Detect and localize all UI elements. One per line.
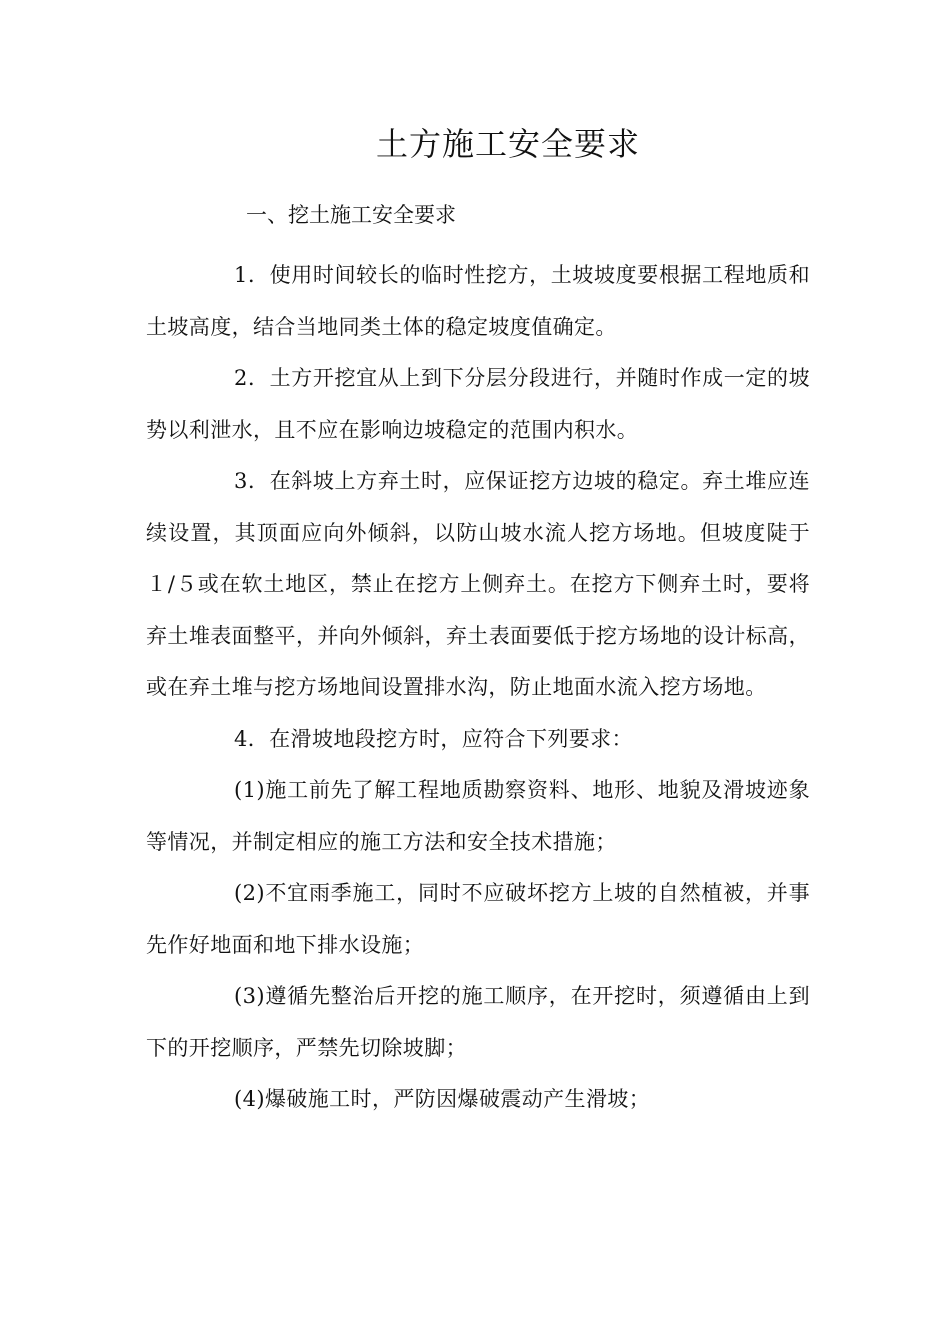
paragraph-4-item-2: (2)不宜雨季施工，同时不应破坏挖方上坡的自然植被，并事先作好地面和地下排水设施； xyxy=(146,881,810,957)
paragraph-4-item-1: (1)施工前先了解工程地质勘察资料、地形、地貌及滑坡迹象等情况，并制定相应的施工方法和安全技术措施； xyxy=(146,778,810,854)
paragraph-2: 2．土方开挖宜从上到下分层分段进行，并随时作成一定的坡势以利泄水，且不应在影响边坡稳定的范围内积水。 xyxy=(146,366,810,442)
paragraph-4: 4．在滑坡地段挖方时，应符合下列要求： xyxy=(234,726,633,751)
paragraph-1: 1．使用时间较长的临时性挖方，土坡坡度要根据工程地质和土坡高度，结合当地同类土体的稳定坡度值确定。 xyxy=(146,263,810,339)
document-body xyxy=(146,250,810,1126)
paragraph-3: 3．在斜坡上方弃土时，应保证挖方边坡的稳定。弃土堆应连续设置，其顶面应向外倾斜，以防山坡水流人挖方场地。但坡度陡于１/５或在软土地区，禁止在挖方上侧弃土。在挖方下侧弃土时，要将弃土堆表面整平，并向外倾斜，弃土表面要低于挖方场地的设计标高，或在弃土堆与挖方场地间设置排水沟，防止地面水流入挖方场地。 xyxy=(146,469,810,699)
section-heading: 一、挖土施工安全要求 xyxy=(246,203,456,227)
document-title: 土方施工安全要求 xyxy=(375,125,640,163)
paragraph-4-item-4: (4)爆破施工时，严防因爆破震动产生滑坡； xyxy=(234,1087,651,1111)
paragraph-4-item-3: (3)遵循先整治后开挖的施工顺序，在开挖时，须遵循由上到下的开挖顺序，严禁先切除坡脚； xyxy=(146,984,810,1060)
